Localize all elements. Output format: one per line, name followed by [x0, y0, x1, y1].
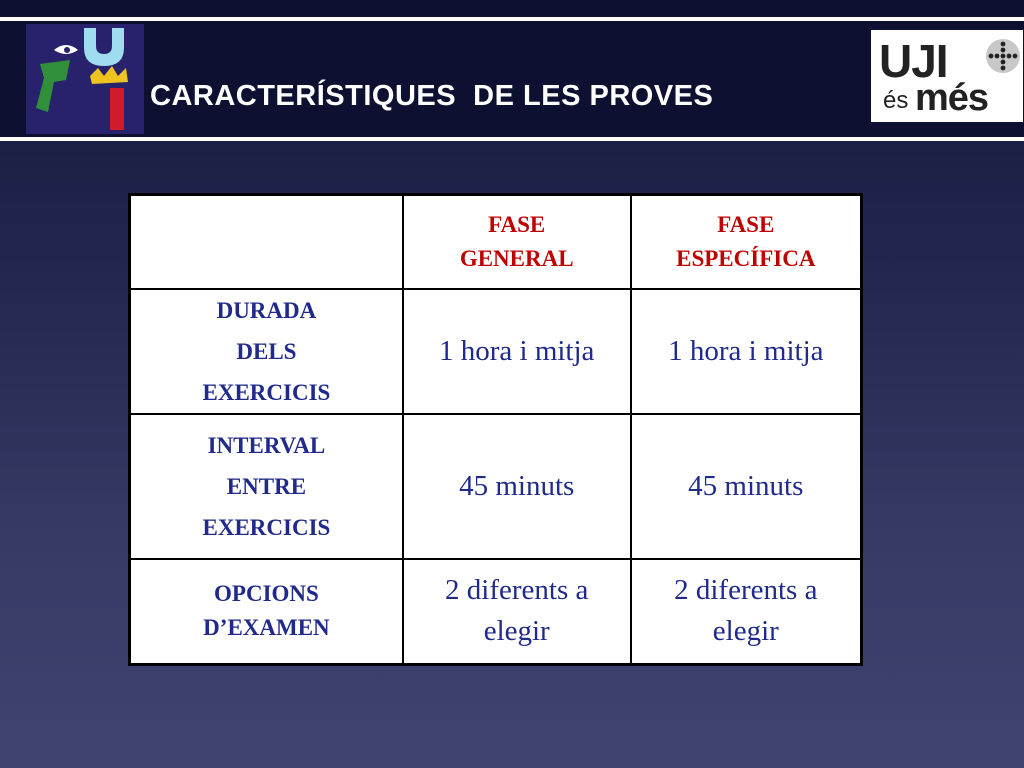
value-cell	[631, 414, 862, 559]
cell-value: 45 minuts	[459, 469, 575, 502]
value-cell	[631, 289, 862, 414]
uji-es-mes-logo	[871, 30, 1023, 122]
row-label: INTERVAL ENTRE EXERCICIS	[202, 432, 331, 540]
slide-title: CARACTERÍSTIQUES DE LES PROVES	[150, 80, 714, 112]
row-label-cell	[130, 414, 403, 559]
table-row	[130, 289, 862, 414]
logo-uji-text: UJI	[879, 35, 948, 87]
table-row	[130, 414, 862, 559]
value-cell	[403, 414, 631, 559]
cell-value: 2 diferents a elegir	[445, 574, 589, 648]
value-cell	[631, 559, 862, 665]
row-label-cell	[130, 559, 403, 665]
cell-value: 1 hora i mitja	[438, 334, 595, 367]
row-label: OPCIONS D’EXAMEN	[203, 581, 330, 641]
row-label-cell	[130, 289, 403, 414]
row-label: DURADA DELS EXERCICIS	[202, 297, 331, 405]
value-cell	[403, 289, 631, 414]
cell-value: 2 diferents a elegir	[674, 574, 818, 648]
table-header-empty-cell	[130, 195, 403, 289]
header-bottom-rule	[0, 137, 1024, 141]
characteristics-table	[128, 193, 863, 666]
dotted-plus-icon	[985, 38, 1021, 74]
logo-mes-text: més	[915, 77, 989, 119]
cell-value: 45 minuts	[688, 469, 804, 502]
table-header-fase-especifica: FASE ESPECÍFICA	[631, 195, 862, 289]
table-header-fase-general: FASE GENERAL	[403, 195, 631, 289]
header-top-rule	[0, 17, 1024, 21]
table-row	[130, 559, 862, 665]
logo-es-text: és	[883, 87, 909, 114]
table-header-row	[130, 195, 862, 289]
uji-face-logo-icon	[26, 24, 144, 134]
cell-value: 1 hora i mitja	[668, 334, 824, 367]
value-cell	[403, 559, 631, 665]
